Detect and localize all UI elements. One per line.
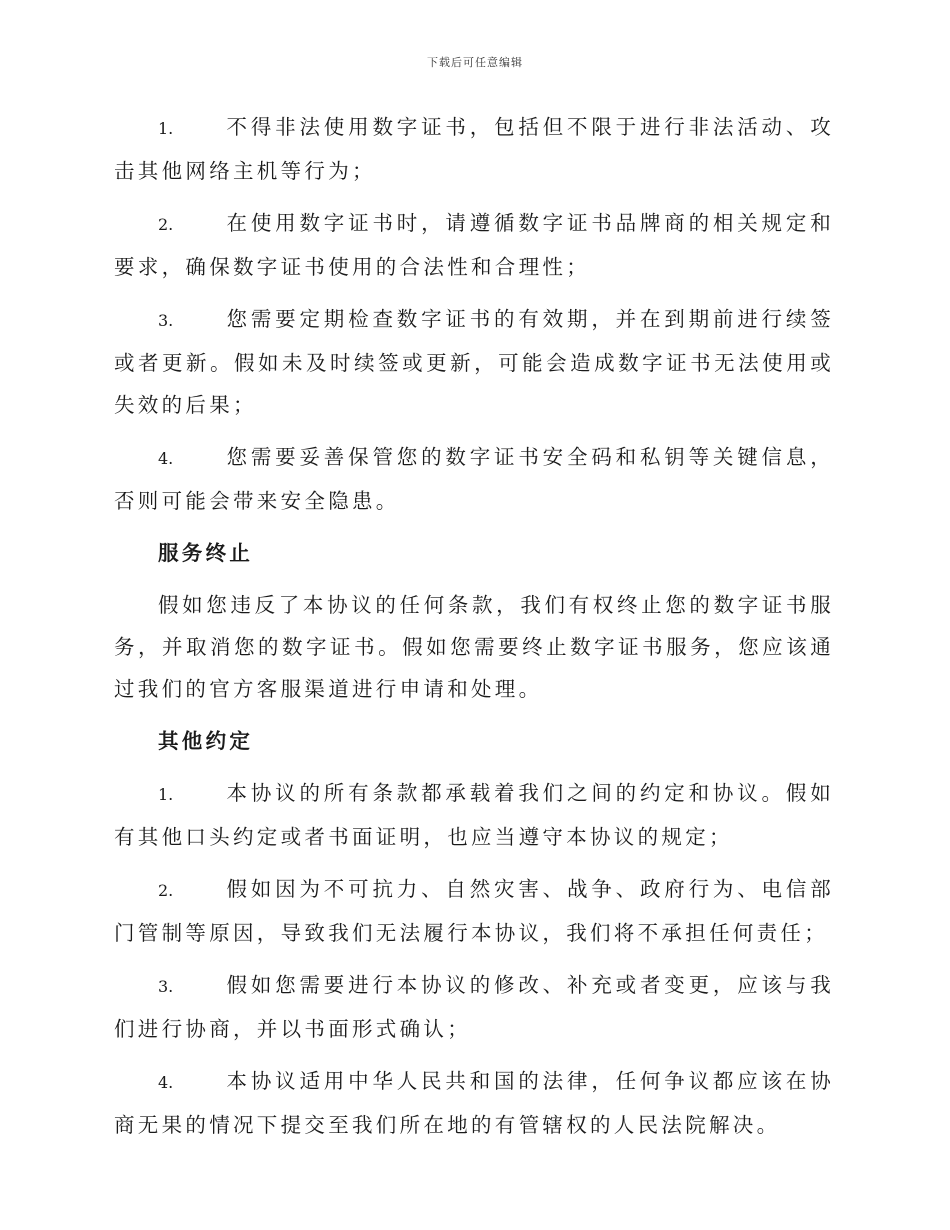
termination-paragraph: 假如您违反了本协议的任何条款，我们有权终止您的数字证书服务，并取消您的数字证书。假如您需要终止数字证书服务，您应该通过我们的官方客服渠道进行申请和处理。 — [114, 593, 834, 701]
document-body — [114, 106, 834, 1156]
item-text: 您需要定期检查数字证书的有效期，并在到期前进行续签或者更新。假如未及时续签或更新，可能会造成数字证书无法使用或失效的后果； — [114, 307, 834, 417]
list-item — [114, 964, 834, 1050]
section-title-other: 其他约定 — [158, 729, 254, 753]
list-item — [114, 298, 834, 426]
item-text: 假如您需要进行本协议的修改、补充或者变更，应该与我们进行协商，并以书面形式确认； — [114, 973, 834, 1041]
section-title-termination: 服务终止 — [158, 541, 254, 565]
item-number: 2. — [158, 881, 174, 900]
item-text: 本协议适用中华人民共和国的法律，任何争议都应该在协商无果的情况下提交至我们所在地的有管辖权的人民法院解决。 — [114, 1069, 834, 1137]
item-text: 不得非法使用数字证书，包括但不限于进行非法活动、攻击其他网络主机等行为； — [114, 115, 834, 183]
item-text: 假如因为不可抗力、自然灾害、战争、政府行为、电信部门管制等原因，导致我们无法履行本协议，我们将不承担任何责任； — [114, 877, 834, 945]
item-text: 您需要妥善保管您的数字证书安全码和私钥等关键信息，否则可能会带来安全隐患。 — [114, 445, 834, 513]
item-number: 3. — [158, 977, 174, 996]
item-text: 在使用数字证书时，请遵循数字证书品牌商的相关规定和要求，确保数字证书使用的合法性和合理性； — [114, 211, 834, 279]
list-item — [114, 772, 834, 858]
item-number: 3. — [158, 311, 174, 330]
list-item — [114, 868, 834, 954]
list-item — [114, 202, 834, 288]
page-header: 下载后可任意编辑 — [427, 56, 523, 69]
item-text: 本协议的所有条款都承载着我们之间的约定和协议。假如有其他口头约定或者书面证明，也应当遵守本协议的规定； — [114, 781, 834, 849]
list-item — [114, 436, 834, 522]
item-number: 4. — [158, 1073, 174, 1092]
item-number: 1. — [158, 119, 174, 138]
list-item — [114, 1060, 834, 1146]
item-number: 2. — [158, 215, 174, 234]
list-item — [114, 106, 834, 192]
item-number: 4. — [158, 449, 174, 468]
item-number: 1. — [158, 785, 174, 804]
